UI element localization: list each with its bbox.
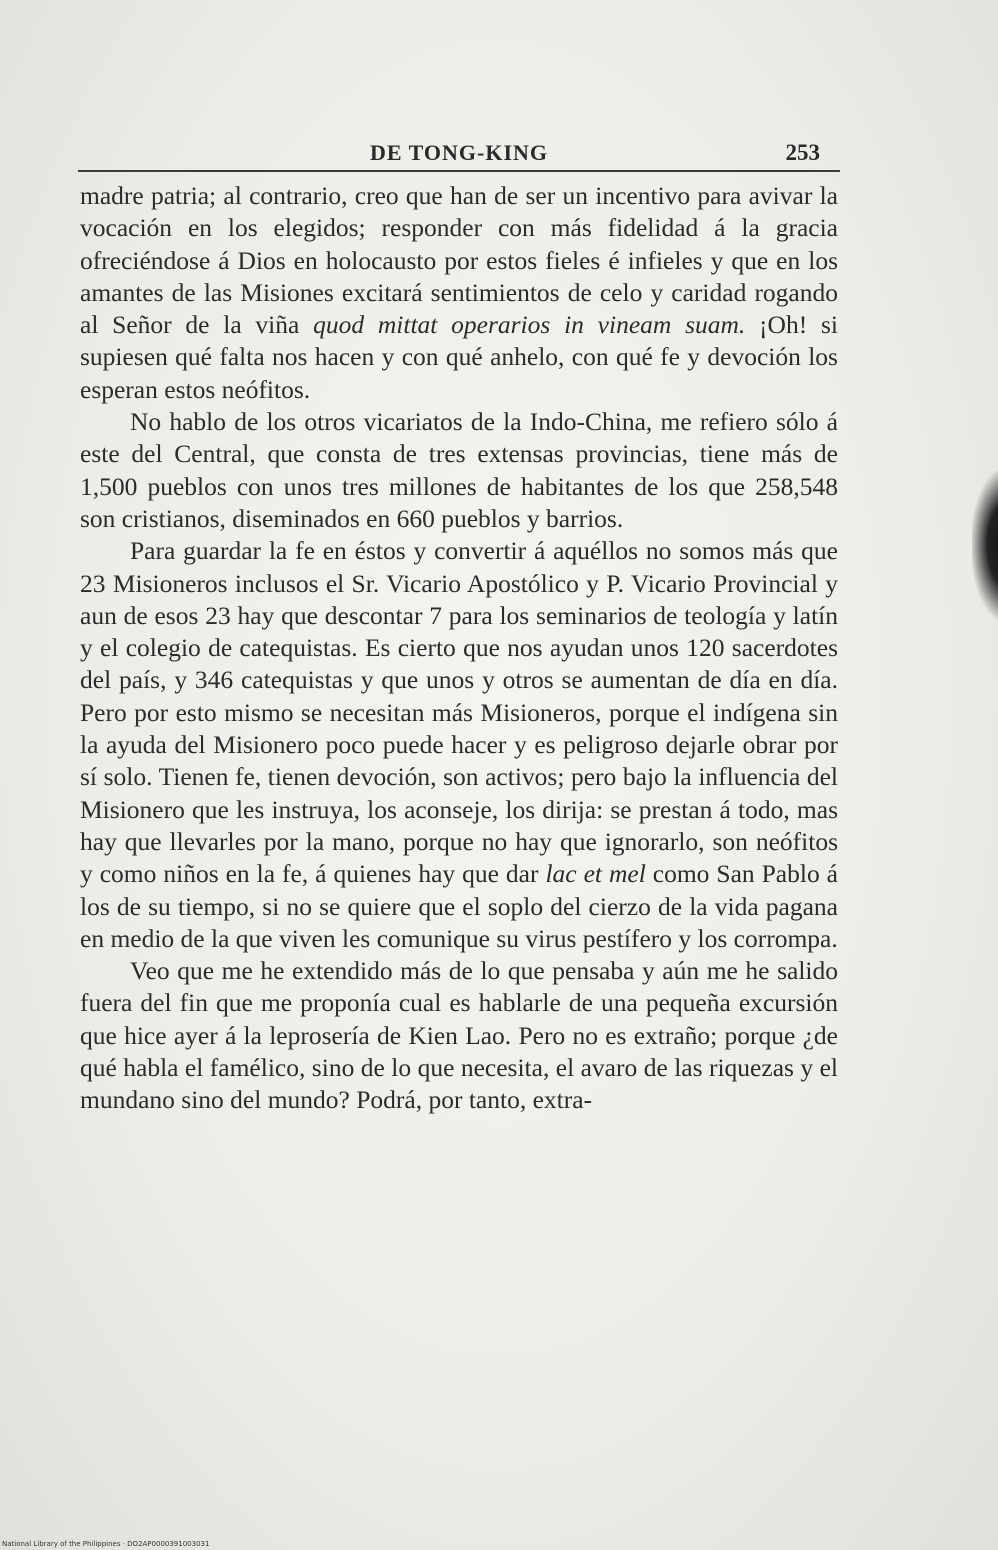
paragraph-3-text-end: como San Pablo á los de su tiempo, si no se quiere que el soplo del cierzo de la vida pagana en medio de la que viven les comunique su virus pestífero y los corrompa.: [80, 859, 838, 953]
paragraph-1: [80, 180, 838, 406]
paragraph-1-text: madre patria; al contrario, creo que han de ser un incentivo para avivar la vocación en los elegidos; responder con más fidelidad á la gracia ofreciéndose á Dios en holocausto por estos fieles é infieles y que en los amantes de las Misiones excitará sentimientos de celo y caridad rogando al Señor de la viña: [80, 181, 838, 340]
latin-phrase: lac et mel: [545, 859, 646, 889]
paragraph-2: No hablo de los otros vicariatos de la Indo-China, me refiero sólo á este del Central, que consta de tres extensas provincias, tiene más de 1,500 pueblos con unos tres millones de habitantes de los que 258,548 son cristianos, diseminados en 660 pueblos y barrios.: [80, 407, 838, 533]
scan-credit: National Library of the Philippines · DO2AP0000391003031: [2, 1540, 210, 1548]
page-header: [78, 138, 840, 172]
body-text: [80, 180, 838, 1117]
paragraph-1-text-end: ¡Oh! si supiesen qué falta nos hacen y con qué anhelo, con qué fe y devoción los esperan estos neófitos.: [80, 310, 838, 404]
scan-edge-shadow: [972, 470, 998, 620]
page-number: 253: [785, 140, 820, 165]
paragraph-3-text: Para guardar la fe en éstos y convertir á aquéllos no somos más que 23 Misioneros inclusos el Sr. Vicario Apostólico y P. Vicario Provincial y aun de esos 23 hay que descontar 7 para los seminarios de teología y latín y el colegio de catequistas. Es cierto que nos ayudan unos 120 sacerdotes del país, y 346 catequistas y que unos y otros se aumentan de día en día. Pero por esto mismo se necesitan más Misioneros, porque el indígena sin la ayuda del Misionero poco puede hacer y es peligroso dejarle obrar por sí solo. Tienen fe, tienen devoción, son activos; pero bajo la influencia del Misionero que les instruya, los aconseje, los dirija: se prestan á todo, mas hay que llevarles por la mano, porque no hay que ignorarlo, son neófitos y como niños en la fe, á quienes hay que dar: [80, 536, 838, 889]
paragraph-4: Veo que me he extendido más de lo que pensaba y aún me he salido fuera del fin que me proponía cual es hablarle de una pequeña excursión que hice ayer á la leprosería de Kien Lao. Pero no es extraño; porque ¿de qué habla el famélico, sino de lo que necesita, el avaro de las riquezas y el mundano sino del mundo? Podrá, por tanto, extra-: [80, 956, 838, 1115]
running-head: DE TONG-KING: [369, 140, 549, 165]
paragraph-3: [80, 535, 838, 955]
latin-quote: quod mittat operarios in vineam suam.: [313, 310, 746, 340]
